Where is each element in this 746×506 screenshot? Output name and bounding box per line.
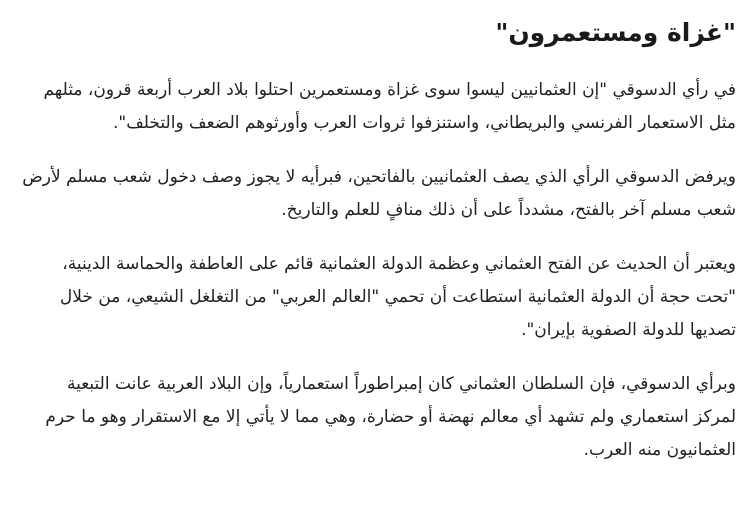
paragraph-2: ويرفض الدسوقي الرأي الذي يصف العثمانيين بالفاتحين، فبرأيه لا يجوز وصف دخول شعب مسلم لأرض شعب مسلم آخر بالفتح، مشدداً على أن ذلك منافٍ للعلم والتاريخ. bbox=[22, 167, 736, 220]
article bbox=[20, 14, 736, 488]
paragraph-3: ويعتبر أن الحديث عن الفتح العثماني وعظمة الدولة العثمانية قائم على العاطفة والحماسة الدينية، "تحت حجة أن الدولة العثمانية استطاعت أن تحمي "العالم العربي" من التغلغل الشيعي، من خلال تصديها للدولة الصفوية بإيران". bbox=[59, 254, 736, 340]
article-heading: "غزاة ومستعمرون" bbox=[495, 18, 736, 47]
paragraph-4: وبرأي الدسوقي، فإن السلطان العثماني كان إمبراطوراً استعمارياً، وإن البلاد العربية عانت التبعية لمركز استعماري ولم تشهد أي معالم نهضة أو حضارة، وهي مما لا يأتي إلا مع الاستقرار وهو ما حرم العثمانيون منه العرب. bbox=[45, 374, 736, 460]
paragraph-1: في رأي الدسوقي "إن العثمانيين ليسوا سوى غزاة ومستعمرين احتلوا بلاد العرب أربعة قرون، مثلهم مثل الاستعمار الفرنسي والبريطاني، واستنزفوا ثروات العرب وأورثوهم الضعف والتخلف". bbox=[43, 80, 736, 133]
